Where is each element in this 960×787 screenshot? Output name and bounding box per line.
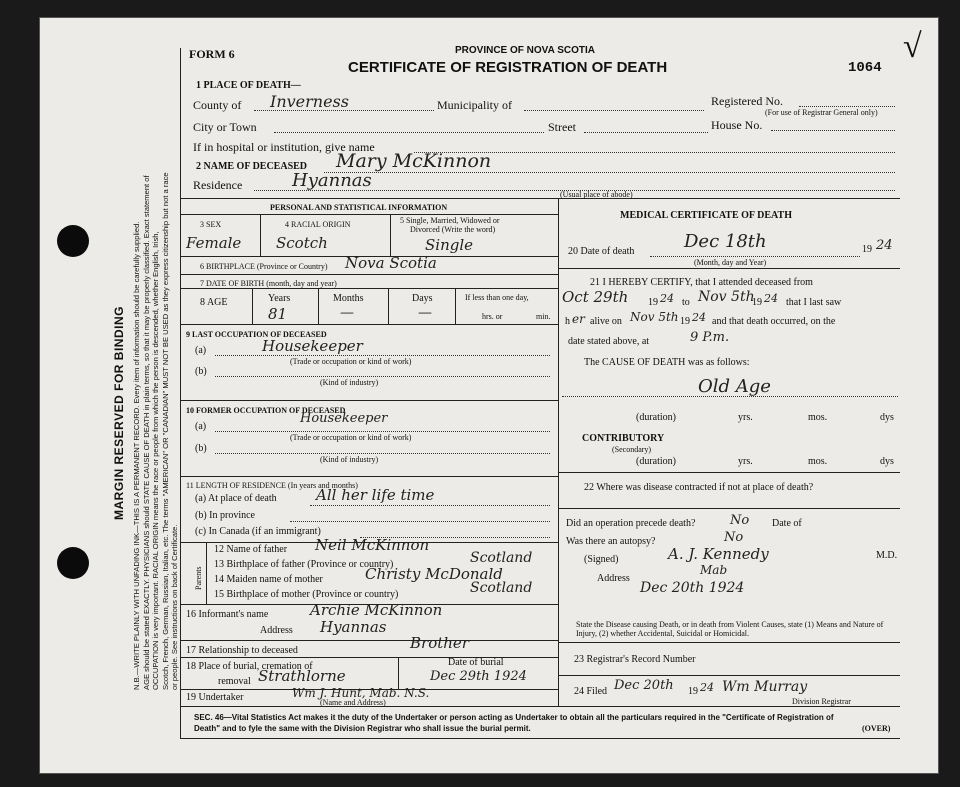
min-label: min. [536,312,551,321]
dys-label: dys [880,456,894,467]
trade-note: (Trade or occupation or kind of work) [290,433,412,442]
physician-signature: A. J. Kennedy [668,545,769,563]
in-canada-label: (c) In Canada (if an immigrant) [195,526,321,537]
former-occupation-value: Housekeeper [300,411,388,426]
occurred-text: and that death occurred, on the [712,316,836,327]
birthplace-value: Nova Scotia [345,254,437,272]
from-year: 24 [660,292,674,305]
date-note: (Month, day and Year) [694,258,767,267]
divider [558,472,900,473]
alive-year: 24 [692,311,706,324]
death-date-value: Dec 18th [684,231,767,252]
father-birthplace-label: 13 Birthplace of father (Province or country) [214,559,394,570]
death-date-line [650,256,860,257]
state-disease-note: State the Disease causing Death, or in death from Violent Causes, state (1) Means and Nature of [576,620,884,629]
divider [318,288,319,324]
address-label: Address [597,573,630,584]
hospital-label: If in hospital or institution, give name [193,140,375,154]
yrs-label: yrs. [738,456,753,467]
left-border [180,48,181,738]
alive-date: Nov 5th [630,310,679,324]
at-place-label: (a) At place of death [195,493,277,504]
divider [252,288,253,324]
house-line [771,130,895,131]
marital-label: 5 Single, Married, Widowed or [400,216,500,225]
province-line [290,521,550,522]
days-value: — [418,305,432,321]
informant-address-value: Hyannas [320,618,387,636]
physician-address: Mab [700,563,728,577]
father-birthplace-value: Scotland [470,550,533,566]
year-prefix: 19 [752,297,762,308]
days-label: Days [412,293,433,304]
divider [455,288,456,324]
registrar-record-label: 23 Registrar's Record Number [574,654,696,665]
occupation-label: 9 LAST OCCUPATION OF DECEASED [186,330,327,339]
operation-value: No [730,513,750,528]
mother-value: Christy McDonald [365,565,503,583]
racial-label: 4 RACIAL ORIGIN [285,220,351,229]
disease-contracted-label: 22 Where was disease contracted if not at place of death? [584,482,814,493]
racial-value: Scotch [276,234,328,252]
divider [180,738,900,739]
informant-address-label: Address [260,625,293,636]
instruction-line: OCCUPATION is very important. RACIAL ORIGIN means the race or people from which the person is descended, whether English, Irish, [151,231,161,690]
residence-length-label: 11 LENGTH OF RESIDENCE (In years and months) [186,481,358,490]
divider [180,640,558,641]
division-registrar-note: Division Registrar [792,697,851,706]
sec46-notice: SEC. 46—Vital Statistics Act makes it the duty of the Undertaker or person acting as Undertaker to obtain all the particulars required in the "Certificate of Registration of [194,713,834,722]
yrs-label: yrs. [738,412,753,423]
registered-note: (For use of Registrar General only) [765,108,878,117]
cause-value: Old Age [698,376,771,397]
industry-note: (Kind of industry) [320,455,379,464]
county-label: County of [193,98,242,112]
sec46-notice: Death" and to fyle the same with the Division Registrar who shall issue the burial permit. [194,724,531,733]
divider [558,508,900,509]
marital-label: Divorced (Write the word) [410,225,496,234]
duration-label: (duration) [636,456,676,467]
undertaker-label: 19 Undertaker [186,692,244,703]
cause-label: The CAUSE OF DEATH was as follows: [584,357,750,368]
year-prefix: 19 [688,686,698,697]
months-label: Months [333,293,364,304]
municipality-line [524,110,704,111]
relationship-label: 17 Relationship to deceased [186,645,298,656]
filed-label: 24 Filed [574,686,608,697]
certification-date: Dec 20th 1924 [640,580,745,596]
divider [398,657,399,689]
to-year: 24 [764,292,778,305]
mother-birthplace-label: 15 Birthplace of mother (Province or country) [214,589,399,600]
informant-value: Archie McKinnon [310,601,443,619]
signed-label: (Signed) [584,554,619,565]
residence-label: Residence [193,178,243,192]
street-label: Street [548,120,576,134]
last-saw-text: that I last saw [786,297,842,308]
city-label: City or Town [193,120,257,134]
undertaker-value: Wm J. Hunt, Mab. N.S. [292,686,430,700]
age-label: 8 AGE [200,297,228,308]
year-prefix: 19 [862,244,872,255]
province-heading: PROVINCE OF NOVA SCOTIA [455,45,596,56]
parents-label: Parents [194,566,203,590]
divider [180,274,558,275]
mother-birthplace-value: Scotland [470,580,533,596]
place-of-death-heading: 1 PLACE OF DEATH— [196,80,301,91]
divider [558,675,900,676]
occupation-value: Housekeeper [262,337,363,355]
former-line [215,431,550,432]
informant-label: 16 Informant's name [186,609,269,620]
hrs-label: hrs. or [482,312,503,321]
operation-date-label: Date of [772,518,802,529]
alive-on-text: alive on [590,316,622,327]
instruction-line: N.B.—WRITE PLAINLY WITH UNFADING INK—THIS IS A PERMANENT RECORD. Every item of information should be carefully supplied. [132,221,141,690]
former-b-label: (b) [195,443,207,454]
months-value: — [340,305,354,321]
occupation-a-label: (a) [195,345,207,356]
years-label: Years [268,293,291,304]
dob-label: 7 DATE OF BIRTH (month, day and year) [200,279,337,288]
medical-heading: MEDICAL CERTIFICATE OF DEATH [620,210,792,221]
county-value: Inverness [270,92,349,111]
former-a-label: (a) [195,421,207,432]
year-value: 24 [876,238,893,253]
divider [206,542,207,604]
registered-label: Registered No. [711,94,783,108]
years-value: 81 [268,305,288,323]
margin-instructions [132,172,180,690]
sex-value: Female [186,234,242,252]
father-label: 12 Name of father [214,544,288,555]
divider [388,288,389,324]
divider [180,706,900,707]
date-stated-text: date stated above, at [568,336,650,347]
death-date-label: 20 Date of death [568,246,635,257]
duration-label: (duration) [636,412,676,423]
filed-date: Dec 20th [614,678,674,693]
instruction-line: AGE should be stated EXACTLY. PHYSICIANS should STATE CAUSE OF DEATH in plain terms, so that it may be properly classified. Exact statement of [141,175,151,690]
secondary-note: (Secondary) [612,445,652,454]
divider [260,214,261,256]
burial-date-value: Dec 29th 1924 [430,669,527,684]
check-mark: √ [903,28,922,65]
industry-line [215,376,550,377]
divider [180,288,558,289]
year-prefix: 19 [680,316,690,327]
binding-hole [57,547,89,579]
residence-value: Hyannas [292,170,372,191]
less-than-day-label: If less than one day, [465,293,529,302]
occupation-line [215,355,550,356]
birthplace-label: 6 BIRTHPLACE (Province or Country) [200,262,328,271]
dys-label: dys [880,412,894,423]
filed-year: 24 [700,681,714,694]
registrar-signature: Wm Murray [722,679,808,695]
name-line [324,172,895,173]
md-label: M.D. [876,550,898,561]
instruction-line: or people. See instructions on back of Certificate. [170,524,180,690]
divider [180,214,558,215]
over-label: (OVER) [862,724,891,733]
at-place-value: All her life time [316,486,435,504]
in-province-label: (b) In province [195,510,255,521]
street-line [584,132,708,133]
divider [180,198,900,199]
mother-label: 14 Maiden name of mother [214,574,323,585]
form-number: FORM 6 [189,47,235,61]
divider [558,642,900,643]
divider [180,476,558,477]
column-divider [558,198,559,706]
trade-note: (Trade or occupation or kind of work) [290,357,412,366]
mos-label: mos. [808,456,828,467]
divider [390,214,391,256]
binding-margin-label: MARGIN RESERVED FOR BINDING [112,306,126,520]
father-value: Neil McKinnon [315,536,430,554]
industry-note: (Kind of industry) [320,378,379,387]
marital-value: Single [425,236,474,254]
attended-from: Oct 29th [562,288,629,306]
undertaker-note: (Name and Address) [320,698,386,707]
at-place-line [310,505,550,506]
instruction-line: Scotch, French, German, Russian, Italian, etc. The terms "AMERICAN" OR "CANADIAN" MUST NOT BE USED as they express citizenship but not a race [160,172,170,690]
divider [180,324,558,325]
name-label: 2 NAME OF DECEASED [196,161,308,172]
certificate-number: 1064 [848,60,882,76]
house-label: House No. [711,118,763,132]
former-industry-line [215,453,550,454]
her-value: er [572,312,585,326]
certify-text: 21 I HEREBY CERTIFY, that I attended deceased from [590,277,813,288]
attended-to: Nov 5th [698,289,755,305]
sex-label: 3 SEX [200,220,222,229]
city-line [274,132,544,133]
mos-label: mos. [808,412,828,423]
burial-date-label: Date of burial [448,657,504,668]
removal-label: removal [218,676,251,687]
occupation-b-label: (b) [195,366,207,377]
certificate-title: CERTIFICATE OF REGISTRATION OF DEATH [348,59,668,76]
to-label: to [682,297,690,308]
burial-place-value: Strathlorne [258,667,346,685]
registered-line [799,106,895,107]
divider [180,400,558,401]
municipality-label: Municipality of [437,98,512,112]
former-occupation-label: 10 FORMER OCCUPATION OF DECEASED [186,406,346,415]
deceased-name: Mary McKinnon [336,150,492,172]
relationship-value: Brother [410,634,469,652]
divider [558,268,900,269]
her-prefix: h [565,316,570,327]
binding-hole [57,225,89,257]
abode-note: (Usual place of abode) [560,190,633,199]
state-disease-note: Injury, (2) whether Accidental, Suicidal or Homicidal. [576,629,749,638]
contributory-label: CONTRIBUTORY [582,433,665,444]
year-prefix: 19 [648,297,658,308]
autopsy-value: No [724,530,744,545]
personal-heading: PERSONAL AND STATISTICAL INFORMATION [270,203,448,212]
operation-label: Did an operation precede death? [566,518,696,529]
time-of-death: 9 P.m. [690,330,730,345]
burial-label: 18 Place of burial, cremation of [186,661,313,672]
autopsy-label: Was there an autopsy? [566,536,656,547]
